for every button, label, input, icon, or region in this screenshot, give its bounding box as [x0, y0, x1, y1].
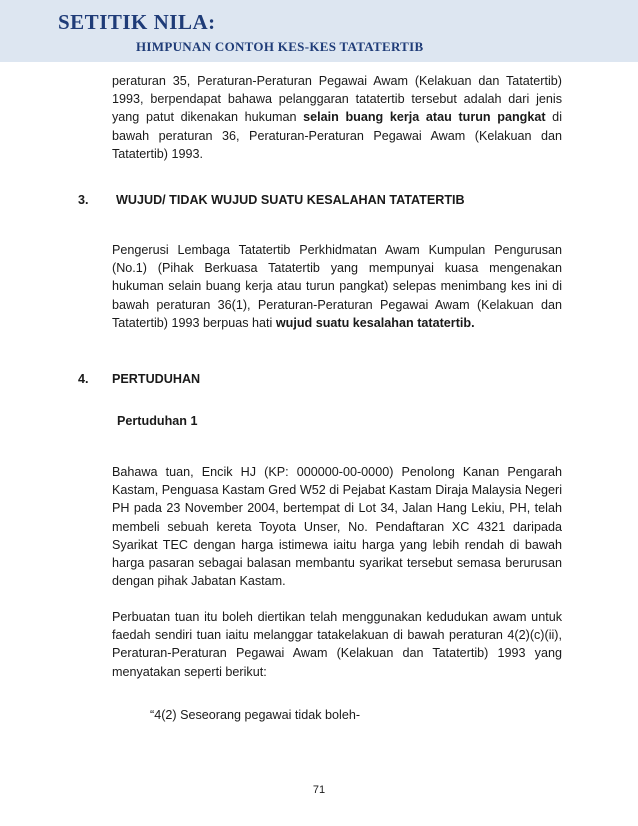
- page-header-band: [0, 0, 638, 62]
- header-subtitle: HIMPUNAN CONTOH KES-KES TATATERTIB: [136, 39, 424, 54]
- section-heading-4: PERTUDUHAN: [112, 372, 201, 386]
- section-number-3: 3.: [78, 193, 89, 207]
- section-number-4: 4.: [78, 372, 89, 386]
- section-heading-3: WUJUD/ TIDAK WUJUD SUATU KESALAHAN TATATERTIB: [116, 193, 465, 207]
- page-number: 71: [312, 784, 326, 796]
- paragraph-conduct-violation: Perbuatan tuan itu boleh diertikan telah menggunakan kedudukan awam untuk faedah sendiri tuan iaitu melanggar tatakelakuan di bawah peraturan 4(2)(c)(ii), Peraturan-Peraturan Pegawai Awam (Kelakuan dan Tatatertib) 1993 yang menyatakan seperti berikut:: [112, 610, 562, 679]
- paragraph-penalty-decision: [112, 72, 562, 163]
- paragraph-charge-details: Bahawa tuan, Encik HJ (KP: 000000-00-0000) Penolong Kanan Pengarah Kastam, Penguasa Kastam Gred W52 di Pejabat Kastam Diraja Malaysia Negeri PH pada 23 November 2004, bertempat di Lot 34, Jalan Hang Lekiu, PH, telah membeli sebuah kereta Toyota Unser, No. Pendaftaran XC 4321 daripada Syarikat TEC dengan harga istimewa iaitu harga yang lebih rendah di bawah harga pasaran sebagai balasan membantu syarikat tersebut semasa berurusan dengan pihak Jabatan Kastam.: [112, 465, 562, 589]
- bold-penalty-phrase: selain buang kerja atau turun pangkat: [303, 110, 546, 125]
- sub-heading-charge-1: Pertuduhan 1: [117, 414, 198, 428]
- paragraph-text: peraturan 35, Peraturan-Peraturan Pegawai Awam (Kelakuan dan Tatatertib) 1993, berpendapat bahawa pelanggaran tatatertib tersebut adalah dari jenis yang patut dikenakan hukuman: [112, 74, 562, 125]
- bold-offence-phrase: wujud suatu kesalahan tatatertib.: [275, 315, 475, 330]
- paragraph-text: Pengerusi Lembaga Tatatertib Perkhidmatan Awam Kumpulan Pengurusan (No.1) (Pihak Berkuasa Tatatertib yang mempunyai kuasa mengenakan hukuman selain buang kerja atau turun pangkat) selepas menimbang kes ini di bawah peraturan 36(1), Peraturan-Peraturan Pegawai Awam (Kelakuan dan Tatatertib) 1993 berpuas hati: [112, 243, 562, 330]
- header-title: SETITIK NILA:: [58, 10, 216, 34]
- paragraph-offence-finding: [112, 241, 562, 332]
- quoted-regulation: “4(2) Seseorang pegawai tidak boleh-: [150, 708, 361, 722]
- paragraph-text: di bawah peraturan 36, Peraturan-Peraturan Pegawai Awam (Kelakuan dan Tatatertib) 1993.: [112, 110, 562, 161]
